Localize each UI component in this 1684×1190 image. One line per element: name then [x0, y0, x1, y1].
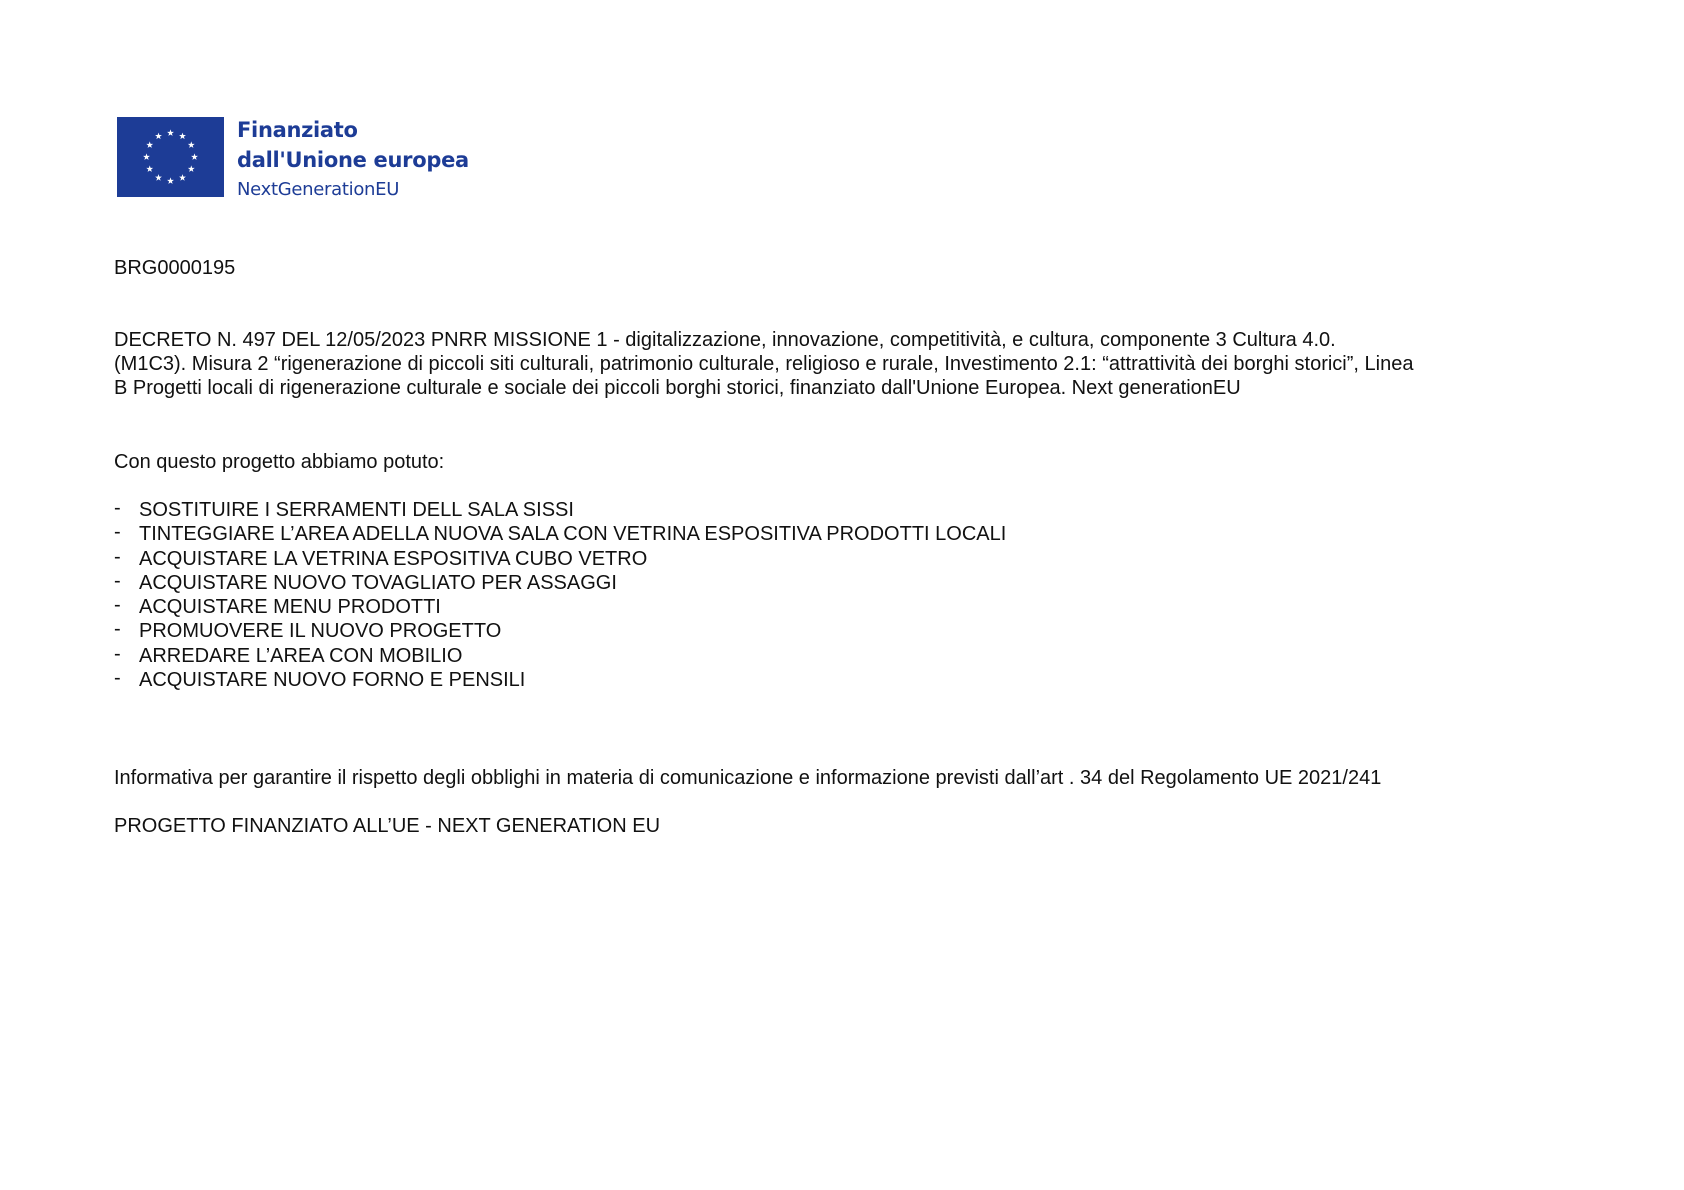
list-item-text: ACQUISTARE NUOVO TOVAGLIATO PER ASSAGGI [139, 571, 617, 594]
list-item-text: ARREDARE L’AREA CON MOBILIO [139, 644, 463, 667]
intro-text: Con questo progetto abbiamo potuto: [114, 451, 445, 473]
project-actions-list [114, 498, 1006, 692]
eu-logo-text [237, 115, 469, 205]
logo-line-nextgenerationeu: NextGenerationEU [237, 179, 400, 200]
list-item [114, 522, 1006, 546]
list-item [114, 571, 1006, 595]
list-item [114, 619, 1006, 643]
bullet-dash: - [114, 521, 121, 544]
bullet-dash: - [114, 545, 121, 568]
decree-paragraph [114, 328, 1594, 400]
decree-line: B Progetti locali di rigenerazione culturale e sociale dei piccoli borghi storici, finanziato dall'Unione Europea. Next generationEU [114, 377, 1241, 399]
bullet-dash: - [114, 569, 121, 592]
bullet-dash: - [114, 618, 121, 641]
bullet-dash: - [114, 667, 121, 690]
logo-line-finanziato: Finanziato [237, 118, 358, 142]
list-item-text: ACQUISTARE LA VETRINA ESPOSITIVA CUBO VETRO [139, 547, 648, 570]
eu-funding-logo [117, 117, 469, 205]
list-item-text: PROMUOVERE IL NUOVO PROGETTO [139, 620, 502, 643]
list-item [114, 644, 1006, 668]
list-item-text: TINTEGGIARE L’AREA ADELLA NUOVA SALA CON VETRINA ESPOSITIVA PRODOTTI LOCALI [139, 523, 1007, 546]
list-item-text: SOSTITUIRE I SERRAMENTI DELL SALA SISSI [139, 499, 574, 521]
bullet-dash: - [114, 497, 121, 519]
logo-line-unione-europea: dall'Unione europea [237, 148, 469, 172]
eu-flag-icon [117, 117, 224, 197]
project-code: BRG0000195 [114, 257, 236, 279]
list-item [114, 498, 1006, 522]
decree-line: DECRETO N. 497 DEL 12/05/2023 PNRR MISSIONE 1 - digitalizzazione, innovazione, competitività, e cultura, componente 3 Cultura 4.0. [114, 329, 1336, 351]
list-item [114, 668, 1006, 692]
funded-statement: PROGETTO FINANZIATO ALL’UE - NEXT GENERATION EU [114, 815, 661, 837]
bullet-dash: - [114, 642, 121, 665]
list-item [114, 547, 1006, 571]
bullet-dash: - [114, 594, 121, 617]
list-item-text: ACQUISTARE NUOVO FORNO E PENSILI [139, 669, 526, 692]
informativa-text: Informativa per garantire il rispetto degli obblighi in materia di comunicazione e informazione previsti dall’art . 34 del Regolamento UE 2021/241 [114, 767, 1382, 789]
list-item-text: ACQUISTARE MENU PRODOTTI [139, 596, 441, 619]
list-item [114, 595, 1006, 619]
decree-line: (M1C3). Misura 2 “rigenerazione di piccoli siti culturali, patrimonio culturale, religioso e rurale, Investimento 2.1: “attrattività dei borghi storici”, Linea [114, 353, 1414, 375]
